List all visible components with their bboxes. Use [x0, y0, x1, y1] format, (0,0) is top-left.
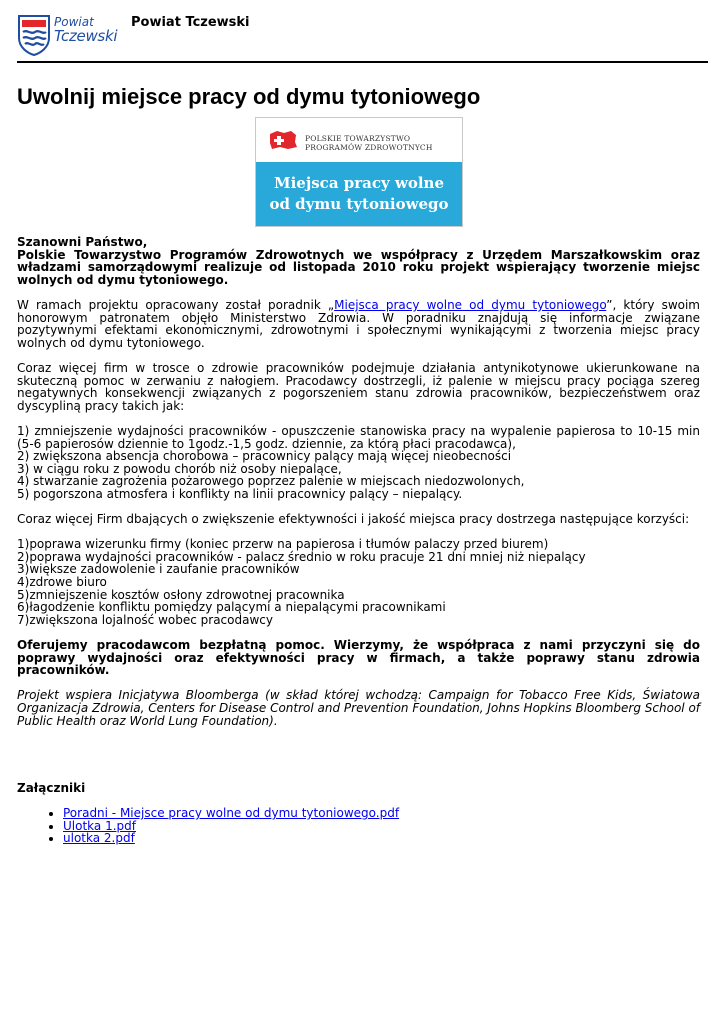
guide-text-before: W ramach projektu opracowany został poradnik „: [17, 297, 335, 312]
list-item: 4)zdrowe biuro: [17, 575, 107, 590]
attachments-heading: Załączniki: [17, 780, 86, 795]
list-item: 7)zwiększona lojalność wobec pracodawcy: [17, 612, 273, 627]
list-item: 2) zwiększona absencja chorobowa – pracownicy palący mają więcej nieobecności: [17, 449, 512, 464]
attachment-link-leaflet-2[interactable]: ulotka 2.pdf: [63, 831, 135, 846]
consequences-intro: Coraz więcej firm w trosce o zdrowie pracowników podejmuje działania antynikotynowe ukierunkowane na skuteczną pomoc w zerwaniu z nałogiem. Pracodawcy dostrzegli, iż palenie w miejscu pracy pociąga szereg negatywnych konsekwencji związanych z pogorszeniem stanu zdrowia pracowników, bezpieczeństwem oraz dyscypliną pracy takich jak:: [17, 360, 700, 413]
guide-text-after: ”, który swoim honorowym patronatem objęło Ministerstwo Zdrowia. W poradniku znajdują się informacje związane pozytywnymi efektami ekonomicznymi, zdrowotnymi i społecznymi wynikającymi z tworzenia miejsc pracy wolnych od dymu tytoniowego.: [17, 297, 701, 350]
organization-logo-icon: [268, 130, 298, 150]
guide-link[interactable]: Miejsca pracy wolne od dymu tytoniowego: [334, 297, 607, 312]
list-item: 3)większe zadowolenie i zaufanie pracowników: [17, 562, 300, 577]
page-title: Uwolnij miejsce pracy od dymu tytoniowego: [17, 84, 481, 109]
article-body: [17, 236, 700, 845]
greeting: Szanowni Państwo,: [17, 235, 148, 249]
banner-top: [256, 118, 462, 162]
list-item: 5) pogorszona atmosfera i konflikty na linii pracownicy palący – niepalący.: [17, 486, 463, 501]
list-item: [63, 807, 700, 820]
benefits-list: [17, 538, 700, 626]
list-item: 3) w ciągu roku z powodu chorób niż osoby niepalące,: [17, 461, 342, 476]
spacer: [17, 740, 700, 782]
attachment-link-leaflet-1[interactable]: Ulotka 1.pdf: [63, 818, 136, 833]
list-item: [63, 820, 700, 833]
attachments-list: [17, 807, 700, 845]
site-logo[interactable]: [17, 12, 118, 58]
logo-text-line1: Powiat: [54, 15, 94, 29]
offer-paragraph: Oferujemy pracodawcom bezpłatną pomoc. Wierzymy, że współpraca z nami przyczyni się do poprawy wydajności oraz efektywności pracy w firmach, a także poprawy stanu zdrowia pracowników.: [17, 638, 700, 678]
list-item: 2)poprawa wydajności pracowników - palacz średnio w roku pracuje 21 dni mniej niż niepalący: [17, 549, 586, 564]
list-item: 1)poprawa wizerunku firmy (koniec przerw na papierosa i tłumów palaczy przed biurem): [17, 537, 549, 552]
header-divider: [17, 61, 708, 63]
coat-of-arms-icon: [17, 14, 51, 56]
attachment-link-guide[interactable]: Poradni - Miejsce pracy wolne od dymu tytoniowego.pdf: [63, 805, 400, 820]
sponsor-paragraph: Projekt wspiera Inicjatywa Bloomberga (w skład której wchodzą: Campaign for Tobacco Free Kids, Światowa Organizacja Zdrowia, Centers for Disease Control and Prevention Foundation, Johns Hopkins Bloomberg School of Public Health oraz World Lung Foundation).: [17, 688, 701, 728]
list-item: 5)zmniejszenie kosztów osłony zdrowotnej pracownika: [17, 587, 345, 602]
list-item: 1) zmniejszenie wydajności pracowników - opuszczenie stanowiska pracy na wypalenie papierosa to 10-15 min (5-6 papierosów dziennie to 1godz.-1,5 godz. dziennie, za którą płaci pracodawca),: [17, 423, 700, 451]
site-name: Powiat Tczewski: [131, 15, 250, 30]
logo-text-line2: Tczewski: [54, 27, 118, 45]
list-item: 4) stwarzanie zagrożenia pożarowego poprzez palenie w miejscach niedozwolonych,: [17, 474, 525, 489]
list-item: [63, 832, 700, 845]
list-item: 6)łagodzenie konfliktu pomiędzy palącymi a niepalącymi pracownikami: [17, 600, 446, 615]
intro-paragraph: [17, 236, 700, 286]
banner-headline-area: [256, 162, 462, 226]
banner-headline-line1: Miejsca pracy wolne: [273, 174, 445, 192]
banner-headline-line2: od dymu tytoniowego: [269, 195, 449, 213]
banner-org-line1: POLSKIE TOWARZYSTWO: [305, 134, 411, 143]
guide-paragraph: [17, 299, 700, 349]
consequences-list: [17, 425, 700, 501]
page-header: [17, 12, 708, 62]
banner-org-line2: PROGRAMÓW ZDROWOTNYCH: [305, 143, 433, 152]
intro-text: Polskie Towarzystwo Programów Zdrowotnych we współpracy z Urzędem Marszałkowskim oraz władzami samorządowymi realizuje od listopada 2010 roku projekt wspierający tworzenie miejsc wolnych od dymu tytoniowego.: [17, 247, 700, 287]
campaign-banner-image: [255, 117, 463, 227]
benefits-intro: Coraz więcej Firm dbających o zwiększenie efektywności i jakość miejsca pracy dostrzega następujące korzyści:: [17, 512, 690, 527]
